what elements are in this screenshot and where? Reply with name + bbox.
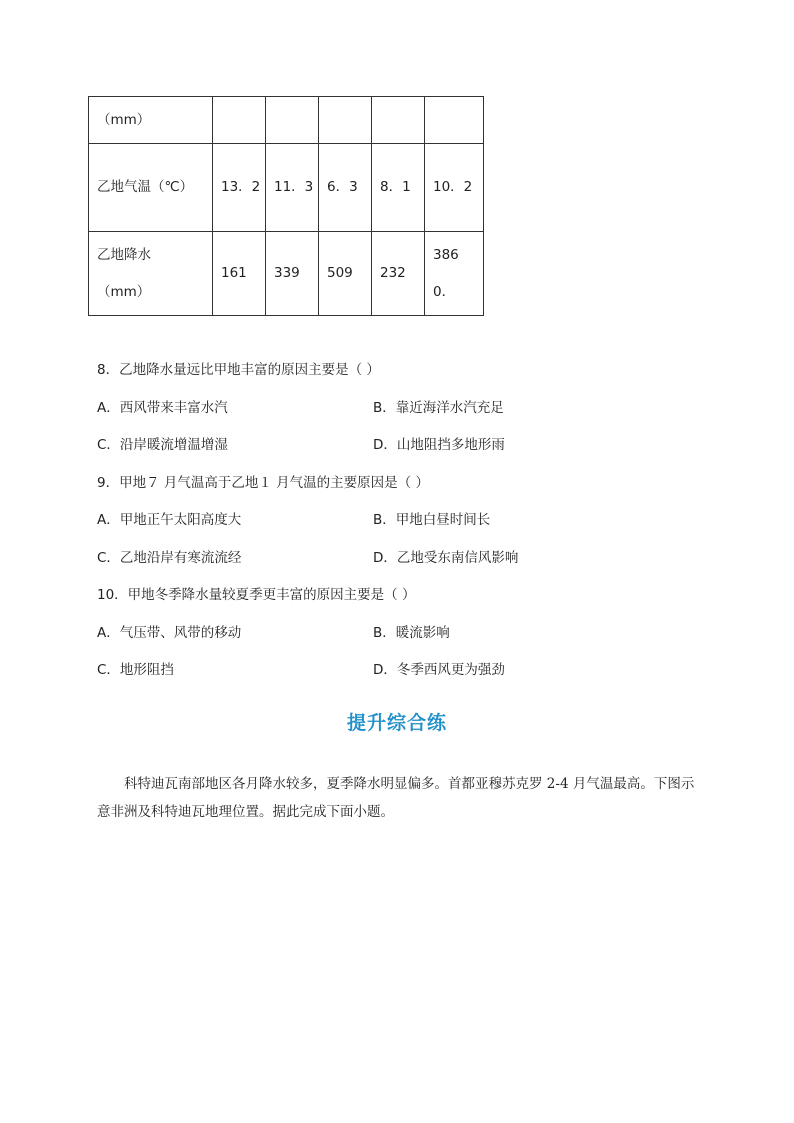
question-stem: 9．甲地７ 月气温高于乙地１ 月气温的主要原因是（ ）: [97, 475, 429, 491]
option-b[interactable]: B．暖流影响: [373, 625, 450, 641]
table-cell: [425, 97, 484, 144]
table-cell: 11．3: [274, 179, 314, 195]
table-row: [89, 144, 484, 232]
reading-passage: 科特迪瓦南部地区各月降水较多，夏季降水明显偏多。首都亚穆苏克罗 2-4 月气温最高。下图示意非洲及科特迪瓦地理位置。据此完成下面小题。: [97, 776, 695, 820]
table-cell: 10．2: [425, 144, 484, 232]
option-a[interactable]: A．西风带来丰富水汽: [97, 400, 228, 416]
option-c[interactable]: C．乙地沿岸有寒流流经: [97, 550, 242, 566]
table-cell: 509: [319, 232, 372, 316]
option-d[interactable]: D．冬季西风更为强劲: [373, 662, 505, 678]
table-cell: 6．3: [319, 144, 372, 232]
table-cell: [372, 97, 425, 144]
table-row: [89, 97, 484, 144]
table-cell: 3860．: [433, 246, 459, 300]
question-stem: 8．乙地降水量远比甲地丰富的原因主要是（ ）: [97, 362, 380, 378]
table-row: [89, 232, 484, 316]
table-cell: 161: [213, 232, 266, 316]
option-b[interactable]: B．靠近海洋水汽充足: [373, 400, 504, 416]
option-d[interactable]: D．乙地受东南信风影响: [373, 550, 519, 566]
option-b[interactable]: B．甲地白昼时间长: [373, 512, 491, 528]
row-label: 乙地降水（mm）: [97, 246, 151, 300]
option-c[interactable]: C．地形阻挡: [97, 662, 174, 678]
row-label: 乙地气温（℃）: [89, 144, 213, 232]
table-cell: [213, 97, 266, 144]
option-c[interactable]: C．沿岸暖流增温增湿: [97, 437, 228, 453]
option-a[interactable]: A．气压带、风带的移动: [97, 625, 242, 641]
option-a[interactable]: A．甲地正午太阳高度大: [97, 512, 242, 528]
table-cell: 8．1: [372, 144, 425, 232]
option-d[interactable]: D．山地阻挡多地形雨: [373, 437, 505, 453]
row-label: （mm）: [89, 97, 213, 144]
section-title: 提升综合练: [346, 712, 447, 734]
table-cell: [266, 97, 319, 144]
table-cell: 232: [372, 232, 425, 316]
table-cell: 339: [266, 232, 319, 316]
question-stem: 10．甲地冬季降水量较夏季更丰富的原因主要是（ ）: [97, 587, 416, 603]
table-cell: 13．2: [221, 179, 261, 195]
climate-table: [88, 96, 484, 316]
table-cell: [319, 97, 372, 144]
